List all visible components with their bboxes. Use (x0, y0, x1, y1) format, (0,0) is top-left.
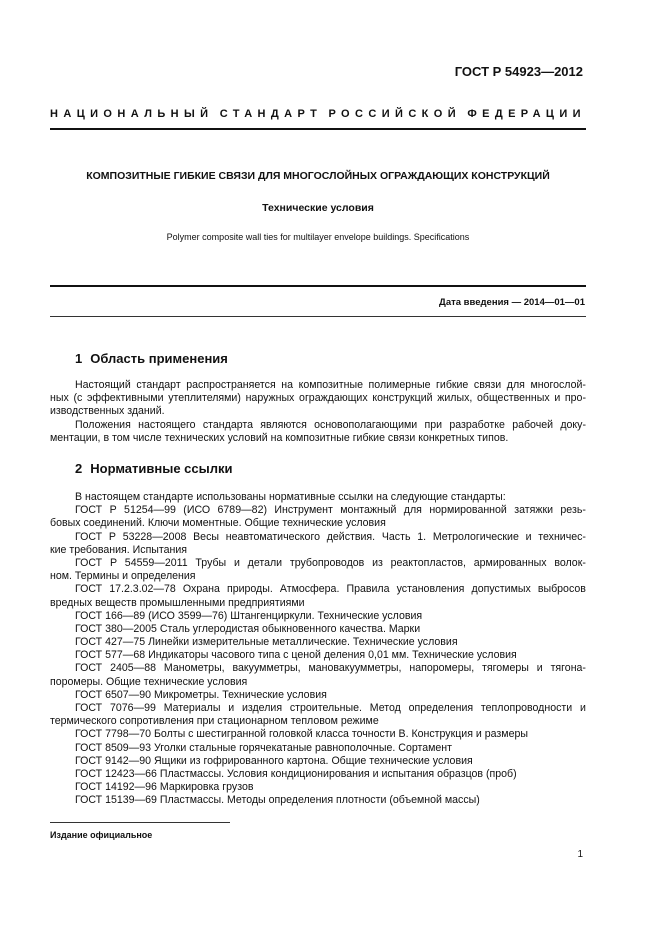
title-rule-bottom (50, 316, 586, 317)
header-word: СТАНДАРТ (219, 108, 323, 120)
section-title: Нормативные ссылки (90, 461, 233, 476)
reference-line: ГОСТ 14192—96 Маркировка грузов (75, 781, 254, 794)
reference-line: ГОСТ 2405—88 Манометры, вакуумметры, мановакуумметры, напоромеры, тягомеры и тягона- (75, 662, 586, 675)
title-rule-top (50, 285, 586, 287)
section-1-heading (75, 351, 228, 366)
reference-line: ГОСТ 166—89 (ИСО 3599—76) Штангенциркули. Технические условия (75, 609, 423, 622)
text-line: ментации, в том числе технических условий на композитные гибкие связи конкретных типов. (50, 431, 509, 444)
section-number: 2 (75, 461, 83, 476)
text-line: изводственных зданий. (50, 405, 165, 418)
text-line: Положения настоящего стандарта являются основополагающими при разработке рабочей доку- (75, 418, 586, 431)
text-line: В настоящем стандарте использованы нормативные ссылки на следующие стандарты: (75, 491, 506, 503)
gost-code: ГОСТ Р 54923—2012 (454, 64, 583, 79)
reference-line: ГОСТ 12423—66 Пластмассы. Условия кондиционирования и испытания образцов (проб) (75, 767, 517, 780)
reference-line: ГОСТ 6507—90 Микрометры. Технические условия (75, 688, 327, 701)
reference-line: ГОСТ 9142—90 Ящики из гофрированного картона. Общие технические условия (75, 754, 473, 767)
reference-line: ГОСТ Р 54559—2011 Трубы и детали трубопроводов из реактопластов, армированных волок- (75, 556, 586, 569)
reference-line: ГОСТ 7076—99 Материалы и изделия строительные. Метод определения теплопроводности и (75, 702, 586, 714)
reference-line: ном. Термины и определения (50, 570, 196, 583)
text-line: Настоящий стандарт распространяется на композитные полимерные гибкие связи для многослой- (75, 379, 586, 391)
reference-line: ГОСТ 427—75 Линейки измерительные металлические. Технические условия (75, 636, 458, 649)
reference-line: ГОСТ 7798—70 Болты с шестигранной головкой класса точности В. Конструкция и размеры (75, 728, 528, 741)
footer-rule (50, 822, 230, 823)
reference-line: вредных веществ промышленными предприятиями (50, 596, 305, 609)
national-standard-header (50, 108, 586, 120)
reference-line: кие требования. Испытания (50, 543, 188, 556)
section-2-body (50, 491, 586, 808)
document-subtitle: Технические условия (262, 202, 374, 214)
reference-line: бовых соединений. Ключи моментные. Общие технические условия (50, 517, 386, 530)
header-rule (50, 128, 586, 130)
edition-note: Издание официальное (50, 830, 153, 840)
reference-line: ГОСТ Р 53228—2008 Весы неавтоматического действия. Часть 1. Метрологические и техничес- (75, 530, 586, 543)
reference-line: ГОСТ 8509—93 Уголки стальные горячекатаные равнополочные. Сортамент (75, 741, 452, 754)
document-english-title: Polymer composite wall ties for multilayer envelope buildings. Specifications (166, 232, 470, 242)
reference-line: ГОСТ 577—68 Индикаторы часового типа с ценой деления 0,01 мм. Технические условия (75, 649, 517, 662)
section-2-heading (75, 461, 232, 476)
reference-line: поромеры. Общие технические условия (50, 675, 248, 688)
document-title: КОМПОЗИТНЫЕ ГИБКИЕ СВЯЗИ ДЛЯ МНОГОСЛОЙНЫХ ОГРАЖДАЮЩИХ КОНСТРУКЦИЙ (86, 170, 550, 182)
header-word: ФЕДЕРАЦИИ (467, 108, 586, 120)
introduction-date: Дата введения — 2014—01—01 (439, 297, 585, 308)
page-number: 1 (577, 849, 583, 860)
header-word: РОССИЙСКОЙ (328, 108, 462, 120)
header-word: НАЦИОНАЛЬНЫЙ (50, 108, 214, 120)
reference-line: ГОСТ 380—2005 Сталь углеродистая обыкновенного качества. Марки (75, 622, 421, 635)
section-1-body (50, 379, 586, 445)
reference-line: ГОСТ 17.2.3.02—78 Охрана природы. Атмосфера. Правила установления допустимых выбросов (75, 583, 586, 596)
section-number: 1 (75, 351, 83, 366)
text-line: ных (с эффективными утеплителями) наружных ограждающих конструкций жилых, общественных и про- (50, 392, 586, 405)
reference-line: ГОСТ 15139—69 Пластмассы. Методы определения плотности (объемной массы) (75, 794, 480, 807)
reference-line: термического сопротивления при стационарном тепловом режиме (50, 715, 379, 728)
reference-line: ГОСТ Р 51254—99 (ИСО 6789—82) Инструмент монтажный для нормированной затяжки резь- (75, 504, 586, 517)
section-title: Область применения (90, 351, 228, 366)
